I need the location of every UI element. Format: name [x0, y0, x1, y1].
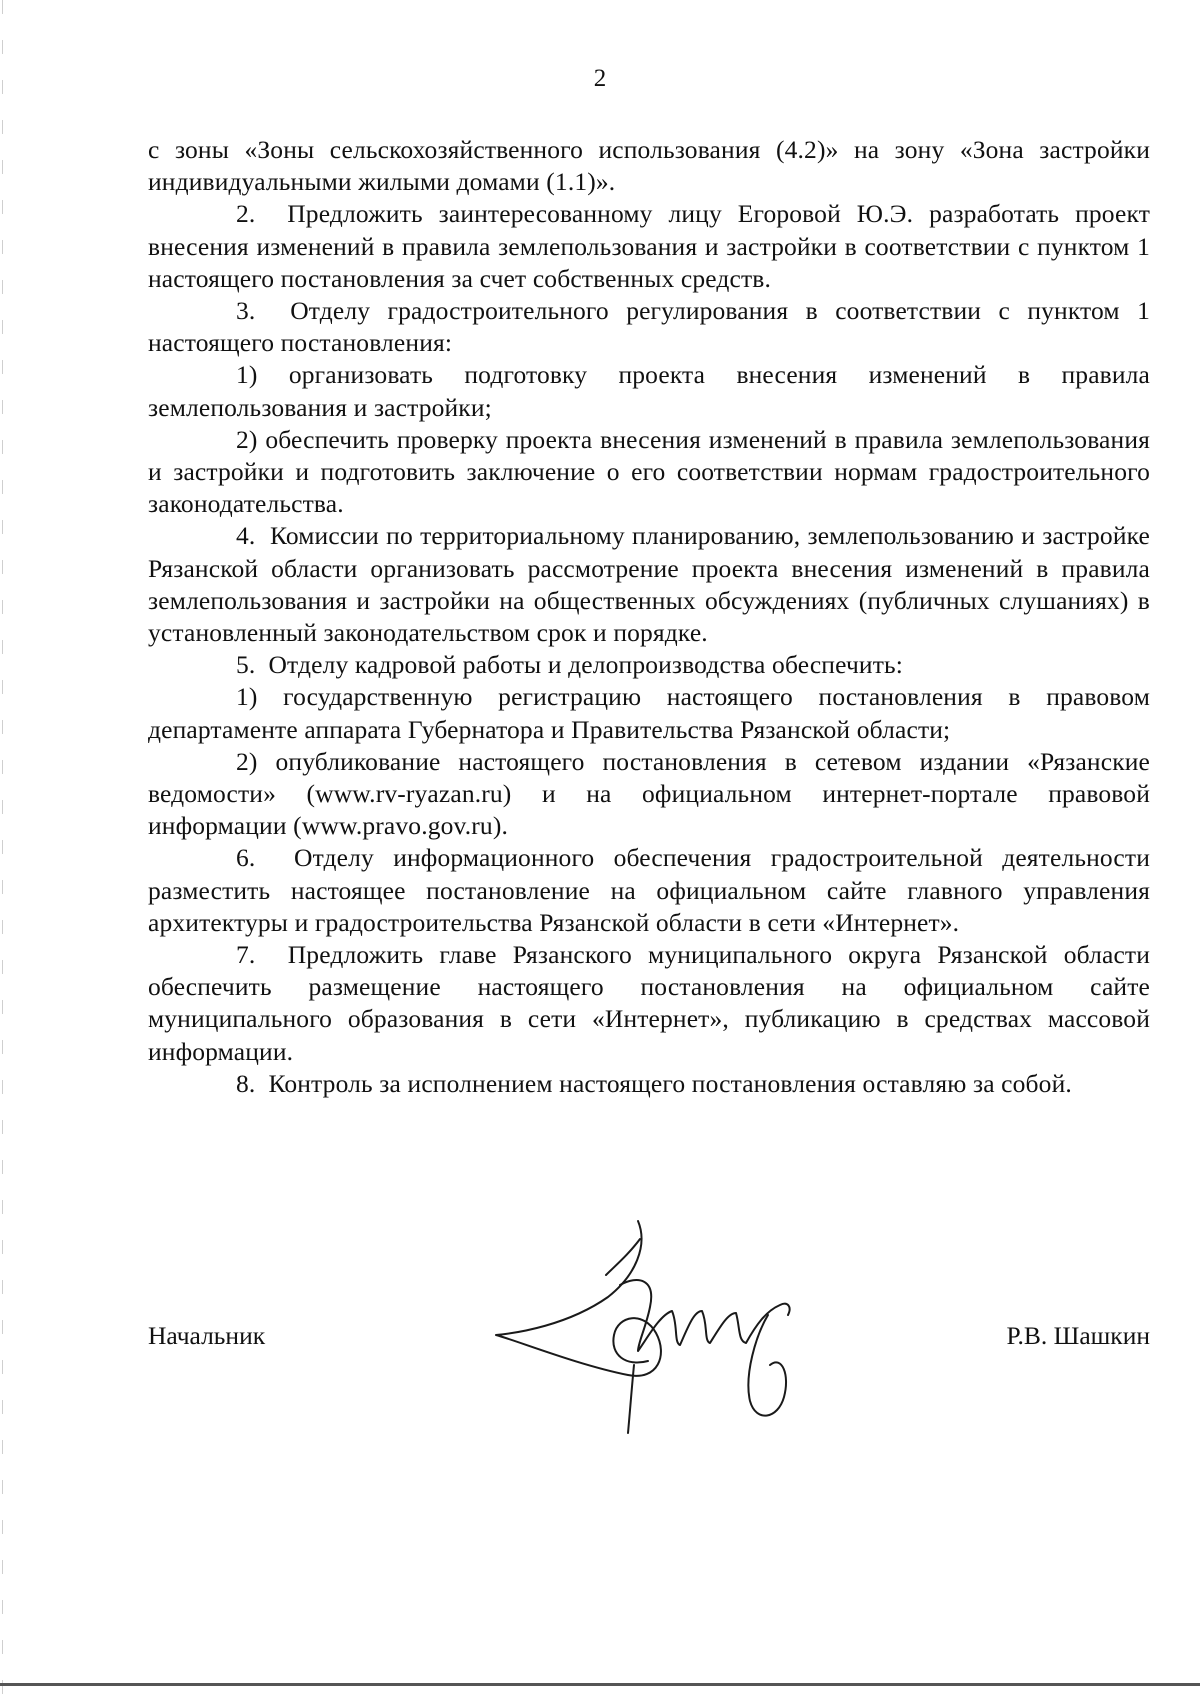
paragraph-item-3: 3. Отделу градостроительного регулирования в соответствии с пунктом 1 настоящего постановления: — [148, 296, 1150, 358]
paragraph-subitem-3-2: 2) обеспечить проверку проекта внесения изменений в правила землепользования и застройки и подготовить заключение о его соответствии нормам градостроительного законодательства. — [148, 424, 1150, 519]
page-number: 2 — [593, 65, 607, 92]
signature-block — [148, 1320, 1150, 1354]
paragraph-item-4: 4. Комиссии по территориальному планированию, землепользованию и застройке Рязанской области организовать рассмотрение проекта внесения изменений в правила землепользования и застройки на общественных обсуждениях (публичных слушаниях) в установленный законодательством срок и порядке. — [148, 521, 1150, 648]
signatory-position: Начальник — [148, 1321, 266, 1350]
signature-stroke-accent — [606, 1239, 640, 1275]
paragraph-item-5: 5. Отделу кадровой работы и делопроизводства обеспечить: — [236, 650, 904, 680]
paragraph-subitem-5-1: 1) государственную регистрацию настоящего постановления в правовом департаменте аппарата Губернатора и Правительства Рязанской области; — [148, 682, 1150, 744]
paragraph-continuation: с зоны «Зоны сельскохозяйственного использования (4.2)» на зону «Зона застройки индивидуальными жилыми домами (1.1)». — [148, 135, 1150, 197]
bottom-scan-border — [0, 1683, 1200, 1686]
document-body — [148, 134, 1150, 1100]
paragraph-item-8: 8. Контроль за исполнением настоящего постановления оставляю за собой. — [236, 1068, 1072, 1098]
scan-edge-mark — [2, 0, 3, 1697]
paragraph-item-7: 7. Предложить главе Рязанского муниципального округа Рязанской области обеспечить размещение настоящего постановления на официальном сайте муниципального образования в сети «Интернет», публикацию в средствах массовой информации. — [148, 940, 1150, 1066]
paragraph-item-6: 6. Отделу информационного обеспечения градостроительной деятельности разместить настоящее постановление на официальном сайте главного управления архитектуры и градостроительства Рязанской области в сети «Интернет». — [148, 843, 1150, 937]
signatory-name: Р.В. Шашкин — [1006, 1321, 1150, 1350]
paragraph-subitem-5-2: 2) опубликование настоящего постановления в сетевом издании «Рязанские ведомости» (www.rv-ryazan.ru) и на официальном интернет-портале правовой информации (www.pravo.gov.ru). — [148, 746, 1150, 841]
paragraph-subitem-3-1: 1) организовать подготовку проекта внесения изменений в правила землепользования и застройки; — [148, 360, 1150, 422]
paragraph-item-2: 2. Предложить заинтересованному лицу Егоровой Ю.Э. разработать проект внесения изменений в правила землепользования и застройки в соответствии с пунктом 1 настоящего постановления за счет собственных средств. — [148, 199, 1150, 293]
